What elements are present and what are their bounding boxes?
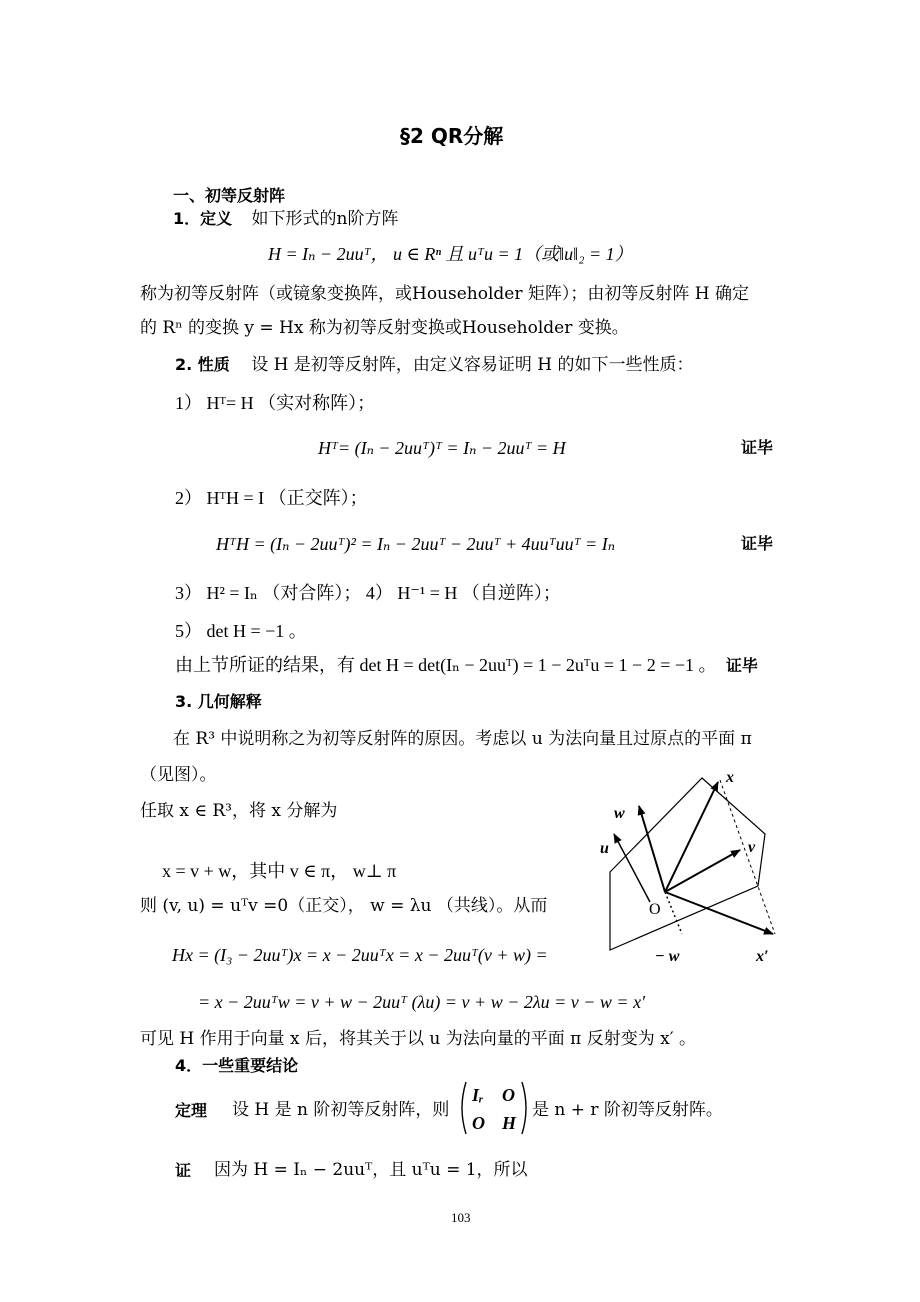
properties-intro: 设 H 是初等反射阵，由定义容易证明 H 的如下一些性质： xyxy=(251,355,694,375)
matrix-cell-22: H xyxy=(502,1113,517,1133)
vector-x-prime-arrow xyxy=(665,892,773,934)
proof-text: 因为 H = Iₙ − 2uuᵀ，且 uᵀu = 1，所以 xyxy=(214,1160,528,1180)
property-1: 1） Hᵀ= H （实对称阵）； xyxy=(175,393,376,413)
definition-label: 1．定义 xyxy=(173,209,233,228)
geometry-formula-2: = x − 2uuᵀw = v + w − 2uuᵀ (λu) = v + w − 2λu = v − w = x′ xyxy=(198,992,646,1012)
definition-paragraph-line1: 称为初等反射阵（或镜象变换阵，或Householder 矩阵）；由初等反射阵 H 确定 xyxy=(140,284,750,304)
property-5-proof-line xyxy=(175,656,758,675)
label-x: x xyxy=(726,769,734,786)
label-v: v xyxy=(748,839,756,856)
properties-label: 2. 性质 xyxy=(175,355,230,374)
geometry-decomposition: x = v + w，其中 v ∈ π， w⊥ π xyxy=(162,861,397,881)
page-number: 103 xyxy=(451,1210,471,1225)
plane-pi-shape xyxy=(610,778,765,950)
definition-formula: H = Iₙ − 2uuᵀ， u ∈ Rⁿ 且 uᵀu = 1（或‖u‖₂ = 1） xyxy=(268,244,633,264)
matrix-cell-11: Iᵣ xyxy=(472,1085,484,1105)
geometry-line1: 在 R³ 中说明称之为初等反射阵的原因。考虑以 u 为法向量且过原点的平面 π xyxy=(173,729,752,749)
geometry-formula-1: Hx = (I₃ − 2uuᵀ)x = x − 2uuᵀx = x − 2uuᵀ(v + w) = xyxy=(172,945,548,965)
vector-v-arrow xyxy=(665,850,740,892)
section4-heading: 4．一些重要结论 xyxy=(175,1056,299,1075)
label-neg-w: − w xyxy=(655,948,680,965)
property-2-formula: HᵀH = (Iₙ − 2uuᵀ)² = Iₙ − 2uuᵀ − 2uuᵀ + 4uuᵀuuᵀ = Iₙ xyxy=(216,534,615,554)
matrix-cell-21: O xyxy=(472,1113,485,1133)
block-matrix xyxy=(458,1080,530,1136)
label-x-prime: x′ xyxy=(756,948,769,965)
geometry-heading: 3. 几何解释 xyxy=(175,692,262,711)
geometry-line3: 任取 x ∈ R³，将 x 分解为 xyxy=(140,801,338,821)
vector-w-arrow xyxy=(639,806,665,892)
property-1-formula: Hᵀ= (Iₙ − 2uuᵀ)ᵀ = Iₙ − 2uuᵀ = H xyxy=(318,438,566,458)
qed-mark-3: 证毕 xyxy=(725,656,758,675)
theorem-label: 定理 xyxy=(175,1101,208,1120)
theorem-post: 是 n + r 阶初等反射阵。 xyxy=(532,1100,723,1120)
label-u: u xyxy=(600,840,609,857)
proof-label: 证 xyxy=(175,1161,192,1180)
property-5: 5） det H = −1 。 xyxy=(175,621,307,641)
page-title: §2 QR分解 xyxy=(400,124,504,148)
label-w: w xyxy=(614,805,625,822)
property-2: 2） HᵀH = I （正交阵）； xyxy=(175,488,368,508)
qed-mark-2: 证毕 xyxy=(741,534,774,553)
geometry-conclusion: 可见 H 作用于向量 x 后，将其关于以 u 为法向量的平面 π 反射变为 x′ 。 xyxy=(140,1029,697,1049)
matrix-brackets xyxy=(458,1080,530,1136)
qed-mark-1: 证毕 xyxy=(741,438,774,457)
section-heading-householder: 一、初等反射阵 xyxy=(173,186,286,205)
reflection-figure xyxy=(590,762,790,970)
property-5-proof: 由上节所证的结果，有 det H = det(Iₙ − 2uuᵀ) = 1 − 2uᵀu = 1 − 2 = −1 。 xyxy=(175,655,717,675)
theorem-pre: 设 H 是 n 阶初等反射阵，则 xyxy=(232,1100,450,1120)
properties-intro-line xyxy=(175,357,693,374)
geometry-line2: （见图）。 xyxy=(140,765,217,785)
definition-paragraph-line2: 的 Rⁿ 的变换 y = Hx 称为初等反射变换或Householder 变换。 xyxy=(140,318,629,338)
definition-line xyxy=(173,211,399,228)
definition-text: 如下形式的n阶方阵 xyxy=(251,209,399,229)
property-3-4: 3） H² = Iₙ （对合阵）； 4） H⁻¹ = H （自逆阵）； xyxy=(175,583,561,603)
label-origin: O xyxy=(649,901,661,918)
geometry-line5: 则 (v, u) = uᵀv =0（正交）， w = λu （共线）。从而 xyxy=(140,896,548,916)
matrix-cell-12: O xyxy=(502,1085,515,1105)
vector-u-arrow xyxy=(614,834,650,902)
vector-x-arrow xyxy=(665,782,718,892)
